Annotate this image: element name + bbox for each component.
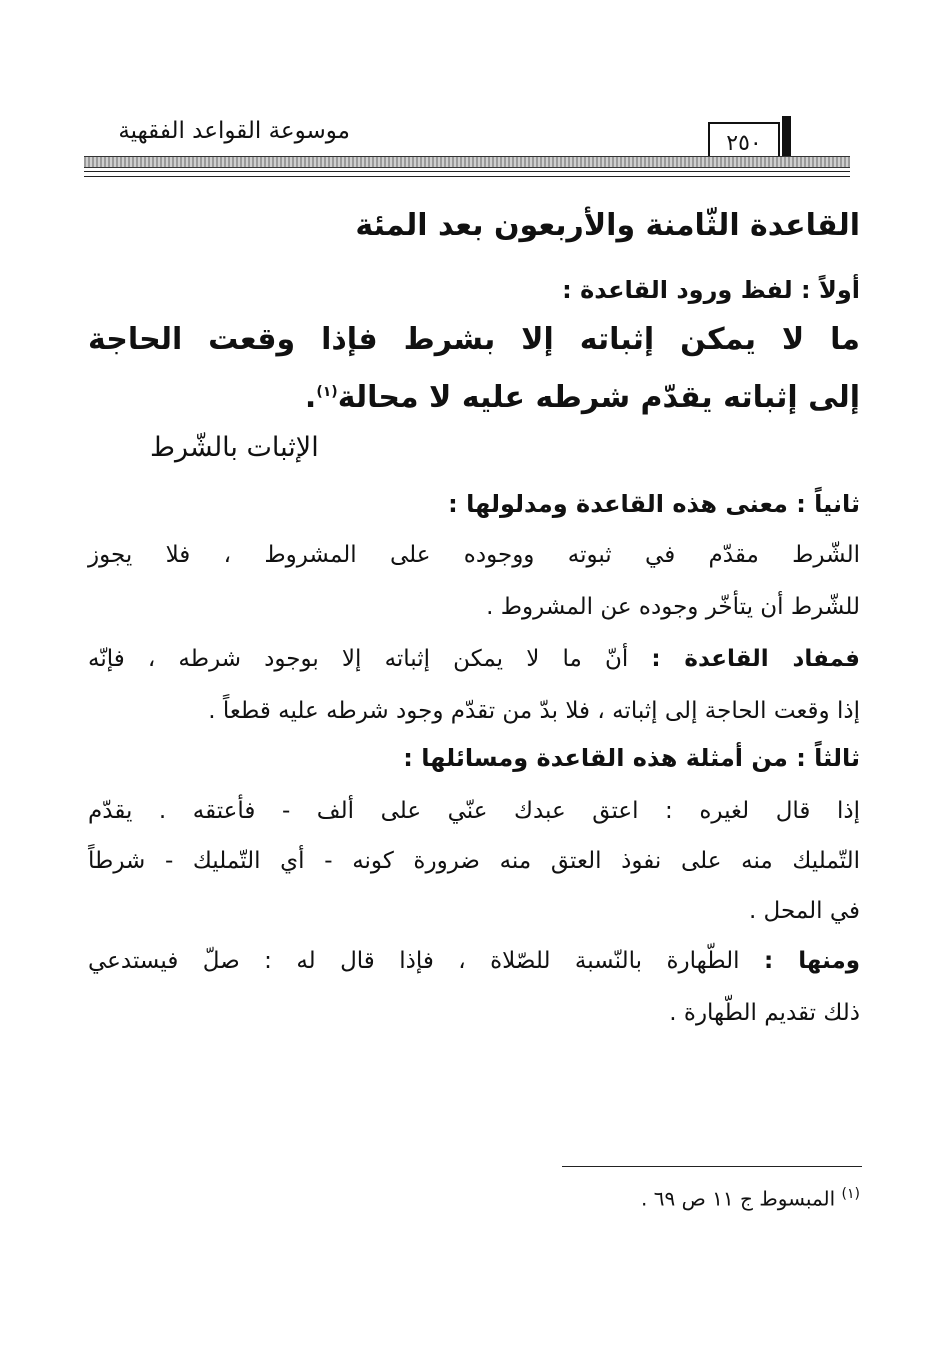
section-2-text: ثانياً : معنى هذه القاعدة ومدلولها :	[448, 490, 860, 518]
section-2-label	[448, 490, 860, 518]
rule-text-line-2	[305, 380, 860, 415]
header-rule	[84, 156, 850, 168]
margin-note: الإثبات بالشّرط	[150, 432, 319, 463]
paragraph-1-line-1: الشّرط مقدّم في ثبوته ووجوده على المشروط ، فلا يجوز	[88, 542, 860, 568]
paragraph-4-line-1-text: الطّهارة بالنّسبة للصّلاة ، فإذا قال له : صلّ فيستدعي	[88, 948, 740, 974]
paragraph-2-line-2: إذا وقعت الحاجة إلى إثباته ، فلا بدّ من تقدّم وجود شرطه عليه قطعاً .	[208, 698, 860, 724]
footnote-ref: (١)	[316, 384, 338, 400]
paragraph-3-line-2: التّمليك منه على نفوذ العتق منه ضرورة كونه - أي التّمليك - شرطاً	[88, 848, 860, 874]
section-1-label	[562, 276, 860, 304]
page-number: ٢٥٠	[708, 122, 780, 160]
rule-text-line-2-body: إلى إثباته يقدّم شرطه عليه لا محالة	[337, 380, 860, 415]
footnote-text: المبسوط ج ١١ ص ٦٩ .	[641, 1186, 836, 1211]
section-3-text: ثالثاً : من أمثلة هذه القاعدة ومسائلها :	[403, 744, 860, 772]
paragraph-4-label: ومنها :	[763, 948, 860, 974]
section-1-text: أولاً : لفظ ورود القاعدة :	[562, 276, 860, 304]
paragraph-1-line-2: للشّرط أن يتأخّر وجوده عن المشروط .	[486, 594, 860, 620]
header-divider	[84, 176, 850, 177]
paragraph-2-line-1	[88, 646, 860, 672]
section-3-label	[403, 744, 860, 772]
header-divider	[84, 171, 850, 172]
rule-text-end: .	[304, 380, 317, 415]
paragraph-3-line-3: في المحل .	[748, 898, 860, 924]
footnote-separator	[562, 1166, 862, 1167]
running-header-title: موسوعة القواعد الفقهية	[118, 118, 350, 144]
paragraph-2-label: فمفاد القاعدة :	[651, 646, 860, 672]
rule-text-line-1: ما لا يمكن إثباته إلا بشرط فإذا وقعت الحاجة	[88, 322, 860, 357]
rule-heading: القاعدة الثّامنة والأربعون بعد المئة	[355, 208, 860, 243]
paragraph-4-line-2: ذلك تقديم الطّهارة .	[669, 1000, 860, 1026]
paragraph-2-line-1-text: أنّ ما لا يمكن إثباته إلا بوجود شرطه ، فإنّه	[88, 646, 629, 672]
paragraph-3-line-1: إذا قال لغيره : اعتق عبدك عنّي على ألف - فأعتقه . يقدّم	[88, 798, 860, 824]
footnote	[641, 1186, 860, 1211]
footnote-marker: (١)	[841, 1186, 860, 1202]
paragraph-4-line-1	[88, 948, 860, 974]
